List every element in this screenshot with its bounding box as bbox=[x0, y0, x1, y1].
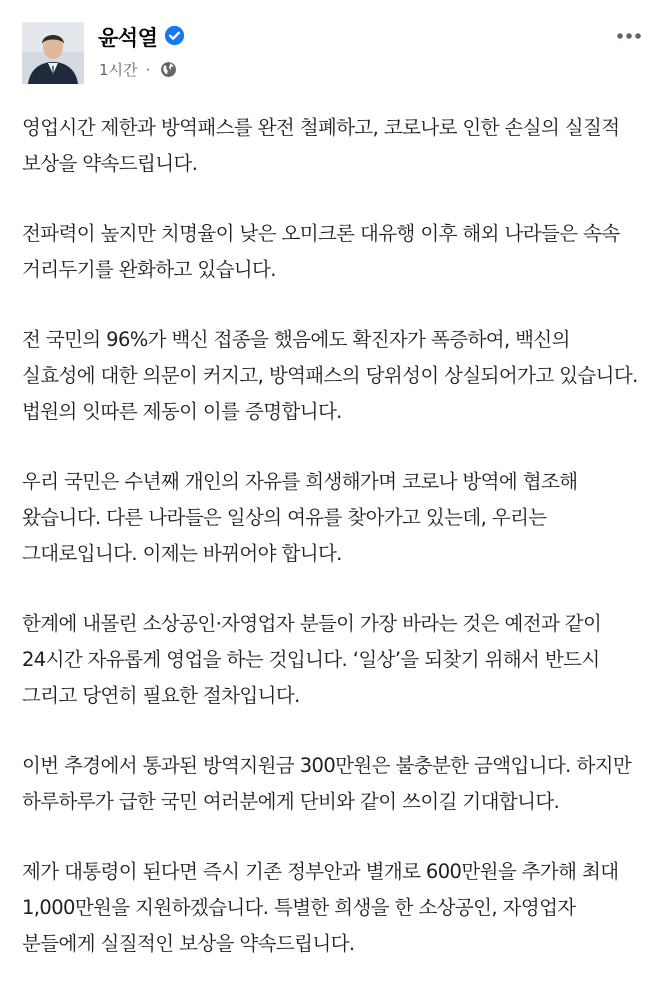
post-paragraph bbox=[22, 748, 652, 820]
post-meta bbox=[99, 59, 177, 80]
avatar-portrait-icon bbox=[22, 22, 84, 84]
post-line: 보상을 약속드립니다. bbox=[22, 152, 198, 175]
post-header bbox=[22, 14, 648, 90]
post-line: 전 국민의 96%가 백신 접종을 했음에도 확진자가 폭증하여, 백신의 bbox=[22, 328, 570, 351]
post-timestamp[interactable]: 1시간 bbox=[99, 61, 138, 79]
post-line: 24시간 자유롭게 영업을 하는 것입니다. ‘일상’을 되찾기 위해서 반드시 bbox=[22, 648, 600, 671]
author-avatar[interactable] bbox=[22, 22, 84, 84]
post-line: 이번 추경에서 통과된 방역지원금 300만원은 불충분한 금액입니다. 하지만 bbox=[22, 754, 632, 777]
post-line: 거리두기를 완화하고 있습니다. bbox=[22, 258, 276, 281]
post-paragraph bbox=[22, 322, 652, 430]
more-options-icon[interactable] bbox=[616, 32, 642, 40]
post-line: 1,000만원을 지원하겠습니다. 특별한 희생을 한 소상공인, 자영업자 bbox=[22, 896, 576, 919]
post-line: 제가 대통령이 된다면 즉시 기존 정부안과 별개로 600만원을 추가해 최대 bbox=[22, 860, 619, 883]
post-line: 그리고 당연히 필요한 절차입니다. bbox=[22, 684, 300, 707]
post-paragraph bbox=[22, 216, 652, 288]
post-paragraph bbox=[22, 854, 652, 962]
post-line: 영업시간 제한과 방역패스를 완전 철폐하고, 코로나로 인한 손실의 실질적 bbox=[22, 116, 620, 139]
meta-separator: · bbox=[145, 60, 151, 79]
post-paragraph bbox=[22, 606, 652, 714]
post-paragraph bbox=[22, 110, 652, 182]
globe-icon[interactable] bbox=[160, 61, 177, 78]
post-line: 우리 국민은 수년째 개인의 자유를 희생해가며 코로나 방역에 협조해 bbox=[22, 470, 578, 493]
post-line: 법원의 잇따른 제동이 이를 증명합니다. bbox=[22, 400, 342, 423]
post-body bbox=[22, 110, 652, 996]
post-line: 하루하루가 급한 국민 여러분에게 단비와 같이 쓰이길 기대합니다. bbox=[22, 790, 560, 813]
post-line: 실효성에 대한 의문이 커지고, 방역패스의 당위성이 상실되어가고 있습니다. bbox=[22, 364, 638, 387]
author-name[interactable]: 윤석열 bbox=[98, 26, 158, 50]
post-line: 분들에게 실질적인 보상을 약속드립니다. bbox=[22, 932, 355, 955]
verified-badge-icon bbox=[164, 25, 185, 46]
post-paragraph bbox=[22, 464, 652, 572]
post-line: 한계에 내몰린 소상공인·자영업자 분들이 가장 바라는 것은 예전과 같이 bbox=[22, 612, 602, 635]
post-line: 왔습니다. 다른 나라들은 일상의 여유를 찾아가고 있는데, 우리는 bbox=[22, 506, 547, 529]
post-line: 그대로입니다. 이제는 바뀌어야 합니다. bbox=[22, 542, 342, 565]
post-line: 전파력이 높지만 치명율이 낮은 오미크론 대유행 이후 해외 나라들은 속속 bbox=[22, 222, 620, 245]
